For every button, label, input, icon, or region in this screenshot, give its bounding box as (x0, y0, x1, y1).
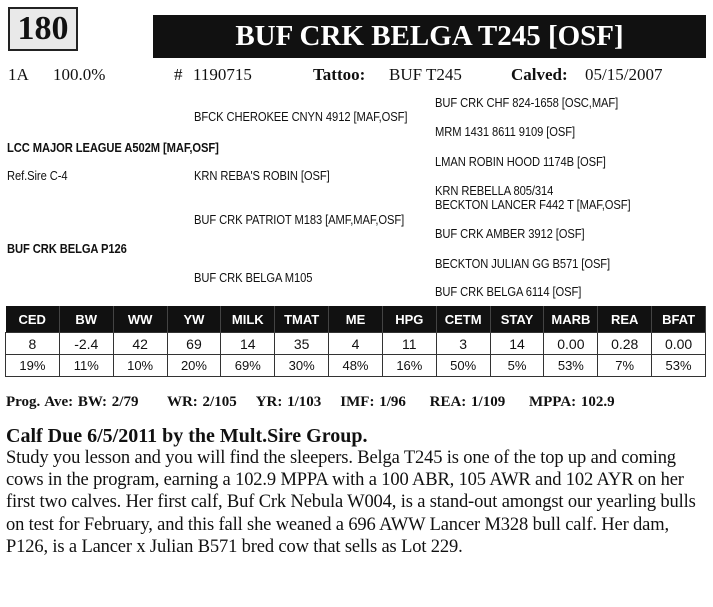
epd-value-stay: 14 (490, 333, 544, 355)
epd-header-row (6, 306, 706, 333)
prog-mppa-value: 102.9 (580, 394, 615, 410)
tattoo-label: Tattoo: (313, 65, 366, 84)
epd-header-tmat: TMAT (275, 306, 329, 333)
prog-yr-label: YR: (255, 394, 283, 410)
epd-percentile-milk: 69% (221, 355, 275, 377)
pedigree-ds-sire: BECKTON LANCER F442 T [MAF,OSF] (435, 197, 631, 212)
class-code: 1A (8, 65, 29, 84)
pedigree-sd-sire: LMAN ROBIN HOOD 1174B [OSF] (435, 154, 606, 169)
pedigree-ss-dam: MRM 1431 8611 9109 [OSF] (435, 124, 576, 139)
epd-percentile-ww: 10% (113, 355, 167, 377)
pedigree-ss-sire: BUF CRK CHF 824-1658 [OSC,MAF] (435, 95, 619, 110)
epd-header-cetm: CETM (436, 306, 490, 333)
epd-percentile-row (6, 355, 706, 377)
epd-value-milk: 14 (221, 333, 275, 355)
epd-values-row (6, 333, 706, 355)
epd-header-ww: WW (113, 306, 167, 333)
epd-header-hpg: HPG (382, 306, 436, 333)
pedigree-ds-dam: BUF CRK AMBER 3912 [OSF] (435, 226, 585, 241)
epd-header-rea: REA (598, 306, 652, 333)
reg-prefix: # (174, 65, 183, 84)
epd-value-me: 4 (329, 333, 383, 355)
reg-number: 1190715 (193, 65, 252, 84)
pedigree-dam: BUF CRK BELGA P126 (7, 241, 127, 256)
epd-percentile-marb: 53% (544, 355, 598, 377)
prog-ave-label: Prog. Ave: (6, 394, 74, 410)
calved-label: Calved: (511, 65, 568, 84)
epd-value-ced: 8 (6, 333, 60, 355)
epd-percentile-rea: 7% (598, 355, 652, 377)
pedigree-dam-dam: BUF CRK BELGA M105 (194, 270, 313, 285)
epd-value-yw: 69 (167, 333, 221, 355)
pedigree-sire-dam: KRN REBA'S ROBIN [OSF] (194, 168, 330, 183)
epd-value-marb: 0.00 (544, 333, 598, 355)
epd-percentile-hpg: 16% (382, 355, 436, 377)
prog-wr-label: WR: (166, 394, 198, 410)
prog-imf-value: 1/96 (379, 394, 406, 410)
epd-header-me: ME (329, 306, 383, 333)
epd-percentile-bw: 11% (59, 355, 113, 377)
pedigree-dam-sire: BUF CRK PATRIOT M183 [AMF,MAF,OSF] (194, 212, 405, 227)
tattoo-value: BUF T245 (389, 65, 462, 84)
pedigree-sire-sire: BFCK CHEROKEE CNYN 4912 [MAF,OSF] (194, 109, 408, 124)
progeny-averages (6, 394, 615, 411)
epd-header-bw: BW (59, 306, 113, 333)
epd-percentile-stay: 5% (490, 355, 544, 377)
lot-number: 180 (8, 7, 78, 51)
epd-header-bfat: BFAT (652, 306, 706, 333)
epd-value-bw: -2.4 (59, 333, 113, 355)
pedigree-sire: LCC MAJOR LEAGUE A502M [MAF,OSF] (7, 140, 219, 155)
epd-value-tmat: 35 (275, 333, 329, 355)
epd-value-ww: 42 (113, 333, 167, 355)
prog-wr-value: 2/105 (202, 394, 237, 410)
epd-percentile-me: 48% (329, 355, 383, 377)
pedigree-dd-dam: BUF CRK BELGA 6114 [OSF] (435, 284, 582, 299)
epd-value-cetm: 3 (436, 333, 490, 355)
epd-percentile-cetm: 50% (436, 355, 490, 377)
prog-rea-value: 1/109 (471, 394, 506, 410)
animal-name: BUF CRK BELGA T245 [OSF] (153, 15, 706, 58)
epd-percentile-ced: 19% (6, 355, 60, 377)
epd-header-milk: MILK (221, 306, 275, 333)
pedigree-ref-sire: Ref.Sire C-4 (7, 168, 68, 183)
epd-header-yw: YW (167, 306, 221, 333)
percent-value: 100.0% (53, 65, 106, 84)
description-paragraph: Study you lesson and you will find the sleepers. Belga T245 is one of the top up and coming cows in the program, earning a 102.9 MPPA with a 100 ABR, 105 AWR and 102 AYR on her first two calves. Her first calf, Buf Crk Nebula W004, is a stand-out amongst our yearling bulls on test for February, and this fall she weaned a 696 AWW Lancer M328 bull calf. Her dam, P126, is a Lancer x Julian B571 bred cow that sells as Lot 229. (6, 448, 696, 557)
epd-header-marb: MARB (544, 306, 598, 333)
epd-percentile-bfat: 53% (652, 355, 706, 377)
pedigree-dd-sire: BECKTON JULIAN GG B571 [OSF] (435, 256, 611, 271)
prog-imf-label: IMF: (340, 394, 375, 410)
epd-table (5, 306, 706, 377)
pedigree-sd-dam: KRN REBELLA 805/314 (435, 183, 554, 198)
prog-bw-value: 2/79 (111, 394, 139, 410)
prog-yr-value: 1/103 (287, 394, 322, 410)
prog-bw-label: BW: (77, 394, 108, 410)
calved-value: 05/15/2007 (585, 65, 663, 84)
calf-due-heading: Calf Due 6/5/2011 by the Mult.Sire Group. (6, 425, 368, 447)
epd-header-ced: CED (6, 306, 60, 333)
prog-mppa-label: MPPA: (528, 394, 577, 410)
prog-rea-label: REA: (429, 394, 467, 410)
epd-value-rea: 0.28 (598, 333, 652, 355)
epd-percentile-yw: 20% (167, 355, 221, 377)
epd-value-bfat: 0.00 (652, 333, 706, 355)
epd-header-stay: STAY (490, 306, 544, 333)
epd-percentile-tmat: 30% (275, 355, 329, 377)
epd-value-hpg: 11 (382, 333, 436, 355)
